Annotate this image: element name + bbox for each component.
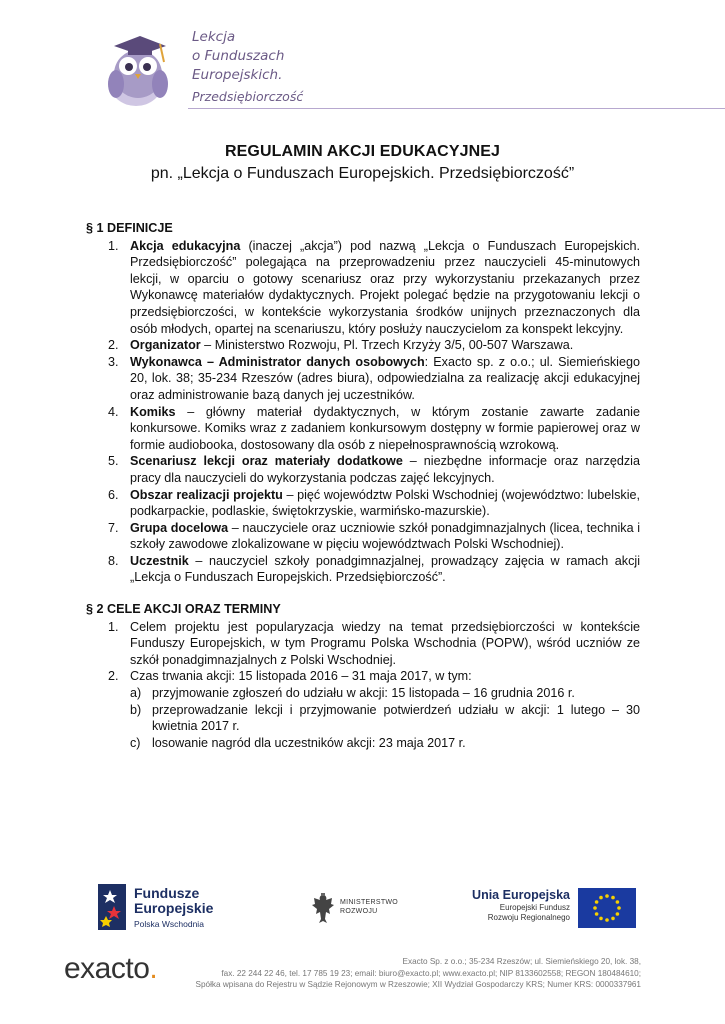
fe-text: Fundusze Europejskie Polska Wschodnia [134, 885, 214, 929]
owl-mascot-icon [98, 22, 188, 110]
goal-text: Czas trwania akcji: 15 listopada 2016 – 31 maja 2017, w tym: [130, 669, 472, 684]
eu-text: Unia Europejska Europejski Fundusz Rozwoju Regionalnego [472, 888, 570, 922]
logotype-line-1: Lekcja [192, 29, 236, 45]
schedule-sublist [130, 685, 640, 751]
list-item: 2. Czas trwania akcji: 15 listopada 2016 – 31 maja 2017, w tym: a) przyjmowanie zgłoszeń do udziału w akcji: 15 listopada – 16 grudnia 2016 r. b) przeprowadzanie lekcji i przyjmowanie potwierdzeń udziału w akcji: 1 lutego – 30 kwietnia 2017 r. c) losowanie nagród dla uczestników akcji: 23 maja 2017 r. [108, 669, 640, 750]
exacto-logo: exacto. [64, 952, 158, 985]
definition-term: Uczestnik [130, 553, 189, 568]
ministerstwo-rozwoju-logo [310, 890, 430, 930]
list-item: 2. Organizator – Ministerstwo Rozwoju, Pl. Trzech Krzyży 3/5, 00-507 Warszawa. [108, 338, 574, 353]
list-item: 7. Grupa docelowa – nauczyciele oraz uczniowie szkół ponadgimnazjalnych (licea, technika i szkoły zawodowe zlokalizowane w pięciu województwach Polski Wschodniej). [108, 520, 640, 552]
list-item: 4. Komiks – główny materiał dydaktycznych, w którym zostanie zawarte zadanie konkursowe. Komiks wraz z zadaniem konkursowym dostępny w formie papierowej oraz w formie audiobooka, dostosowany dla osób z niepełnosprawnością wzrokową. [108, 404, 640, 452]
definition-text: – niezbędne informacje oraz narzędzia pracy dla nauczycieli do wykorzystania podczas zajęć lekcyjnych. [130, 454, 640, 485]
funding-logos [96, 878, 636, 938]
definition-term: Komiks [130, 404, 176, 419]
definition-term: Wykonawca – Administrator danych osobowych [130, 354, 425, 369]
polish-eagle-emblem-icon [310, 892, 336, 926]
definition-text: (inaczej „akcja”) pod nazwą „Lekcja o Funduszach Europejskich. Przedsiębiorczość” polegająca na przeprowadzeniu przez nauczycieli 45-minutowych lekcji, w oparciu o gotowy scenariusz oraz przy wykorzystaniu przekazanych przez Wykonawcę materiałów dydaktycznych. Projekt polegać będzie na przygotowaniu lekcji o przedsiębiorczości, w kontekście wykorzystania środków unijnych przeznaczonych dla osób młodych, opartej na scenariuszu, który posłuży nauczycielom za konspekt lekcyjny. [130, 238, 640, 336]
list-item: 1. Celem projektu jest popularyzacja wiedzy na temat przedsiębiorczości w kontekście Funduszy Europejskich, w tym Programu Polska Wschodnia (POPW), wśród uczniów ze szkół ponadgimnazjalnych z Polski Wschodniej. [108, 619, 640, 667]
logotype-line-2: o Funduszach [192, 48, 285, 64]
address-line-1: Exacto Sp. z o.o.; 35-234 Rzeszów; ul. Siemieńskiego 20, lok. 38, [402, 957, 641, 966]
logotype-line-3: Europejskich. [192, 67, 283, 83]
definition-term: Obszar realizacji projektu [130, 487, 283, 502]
list-item: 3. Wykonawca – Administrator danych osobowych: Exacto sp. z o.o.; ul. Siemieńskiego 20, lok. 38; 35-234 Rzeszów (adres biura), odpowiedzialna za realizację akcji edukacyjnej oraz administrowanie bazą danych jej uczestników. [108, 354, 640, 402]
definition-text: – główny materiał dydaktycznych, w którym zostanie zawarte zadanie konkursowe. Komiks wraz z zadaniem konkursowym dostępny w formie papierowej oraz w formie audiobooka, dostosowany dla osób z niepełnosprawnością wzrokową. [130, 404, 640, 452]
document-title: REGULAMIN AKCJI EDUKACYJNEJ [224, 143, 501, 160]
regulation-body [86, 220, 640, 751]
address-line-3: Spółka wpisana do Rejestru w Sądzie Rejonowym w Rzeszowie; XII Wydział Gospodarczy KRS; Numer KRS: 0000337961 [195, 980, 641, 989]
logotype-line-4: Przedsiębiorczość [192, 89, 304, 104]
schedule-text: losowanie nagród dla uczestników akcji: 23 maja 2017 r. [152, 735, 466, 750]
definition-text: : Exacto sp. z o.o.; ul. Siemieńskiego 20, lok. 38; 35-234 Rzeszów (adres biura), odpowiedzialna za realizację akcji edukacyjnej oraz administrowanie bazą danych jej uczestników. [130, 354, 640, 402]
unia-europejska-logo [468, 886, 636, 936]
definition-term: Grupa docelowa [130, 520, 229, 535]
definition-term: Scenariusz lekcji oraz materiały dodatkowe [130, 454, 403, 469]
list-item: a) przyjmowanie zgłoszeń do udziału w akcji: 15 listopada – 16 grudnia 2016 r. [130, 686, 575, 701]
ministry-text: MINISTERSTWO ROZWOJU [340, 899, 399, 915]
list-item: 1. Akcja edukacyjna (inaczej „akcja”) pod nazwą „Lekcja o Funduszach Europejskich. Przedsiębiorczość” polegająca na przeprowadzeniu przez nauczycieli 45-minutowych lekcji, w oparciu o gotowy scenariusz oraz przy wykorzystaniu przekazanych przez Wykonawcę materiałów dydaktycznych. Projekt polegać będzie na przygotowaniu lekcji o przedsiębiorczości, w kontekście wykorzystania środków unijnych przeznaczonych dla osób młodych, opartej na scenariuszu, który posłuży nauczycielom za konspekt lekcyjny. [108, 238, 640, 336]
list-item: c) losowanie nagród dla uczestników akcji: 23 maja 2017 r. [130, 735, 466, 750]
definition-text: – nauczyciel szkoły ponadgimnazjalnej, prowadzący zajęcia w ramach akcji „Lekcja o Funduszach Europejskich. Przedsiębiorczość”. [130, 553, 640, 585]
document-subtitle: pn. „Lekcja o Funduszach Europejskich. Przedsiębiorczość” [150, 165, 575, 182]
goals-list [86, 619, 640, 752]
address-line-2: fax. 22 244 22 46, tel. 17 785 19 23; email: biuro@exacto.pl; www.exacto.pl; NIP 8133602558; REGON 180484610; [221, 968, 641, 978]
campaign-logotype [192, 28, 303, 106]
section-1-heading: § 1 DEFINICJE [86, 221, 173, 235]
definition-text: – Ministerstwo Rozwoju, Pl. Trzech Krzyży 3/5, 00-507 Warszawa. [200, 338, 574, 353]
header-divider [188, 108, 725, 109]
fe-stars-icon [96, 880, 130, 934]
definitions-list [86, 238, 640, 586]
fundusze-europejskie-logo [96, 880, 236, 936]
definition-text: – pięć województw Polski Wschodniej (województwo: lubelskie, podkarpackie, podlaskie, świętokrzyskie, warmińsko-mazurskie). [130, 487, 640, 519]
company-address [171, 956, 641, 991]
definition-term: Organizator [130, 338, 201, 353]
list-item: b) przeprowadzanie lekcji i przyjmowanie potwierdzeń udziału w akcji: 1 lutego – 30 kwietnia 2017 r. [130, 702, 640, 734]
list-item: 5. Scenariusz lekcji oraz materiały dodatkowe – niezbędne informacje oraz narzędzia pracy dla nauczycieli do wykorzystania podczas zajęć lekcyjnych. [108, 454, 640, 485]
list-item: 8. Uczestnik – nauczyciel szkoły ponadgimnazjalnej, prowadzący zajęcia w ramach akcji „Lekcja o Funduszach Europejskich. Przedsiębiorczość”. [108, 553, 640, 585]
header [98, 22, 638, 110]
list-item: 6. Obszar realizacji projektu – pięć województw Polski Wschodniej (województwo: lubelskie, podkarpackie, podlaskie, świętokrzyskie, warmińsko-mazurskie). [108, 487, 640, 519]
eu-flag-icon [578, 888, 636, 928]
goal-text: Celem projektu jest popularyzacja wiedzy na temat przedsiębiorczości w kontekście Funduszy Europejskich, w tym Programu Polska Wschodnia (POPW), wśród uczniów ze szkół ponadgimnazjalnych z Polski Wschodniej. [130, 619, 640, 667]
definition-text: – nauczyciele oraz uczniowie szkół ponadgimnazjalnych (licea, technika i szkoły zawodowe zlokalizowane w pięciu województwach Polski Wschodniej). [130, 520, 640, 552]
schedule-text: przyjmowanie zgłoszeń do udziału w akcji: 15 listopada – 16 grudnia 2016 r. [152, 686, 575, 701]
definition-term: Akcja edukacyjna [130, 238, 241, 253]
section-2-heading: § 2 CELE AKCJI ORAZ TERMINY [86, 602, 281, 617]
schedule-text: przeprowadzanie lekcji i przyjmowanie potwierdzeń udziału w akcji: 1 lutego – 30 kwietnia 2017 r. [152, 702, 640, 734]
